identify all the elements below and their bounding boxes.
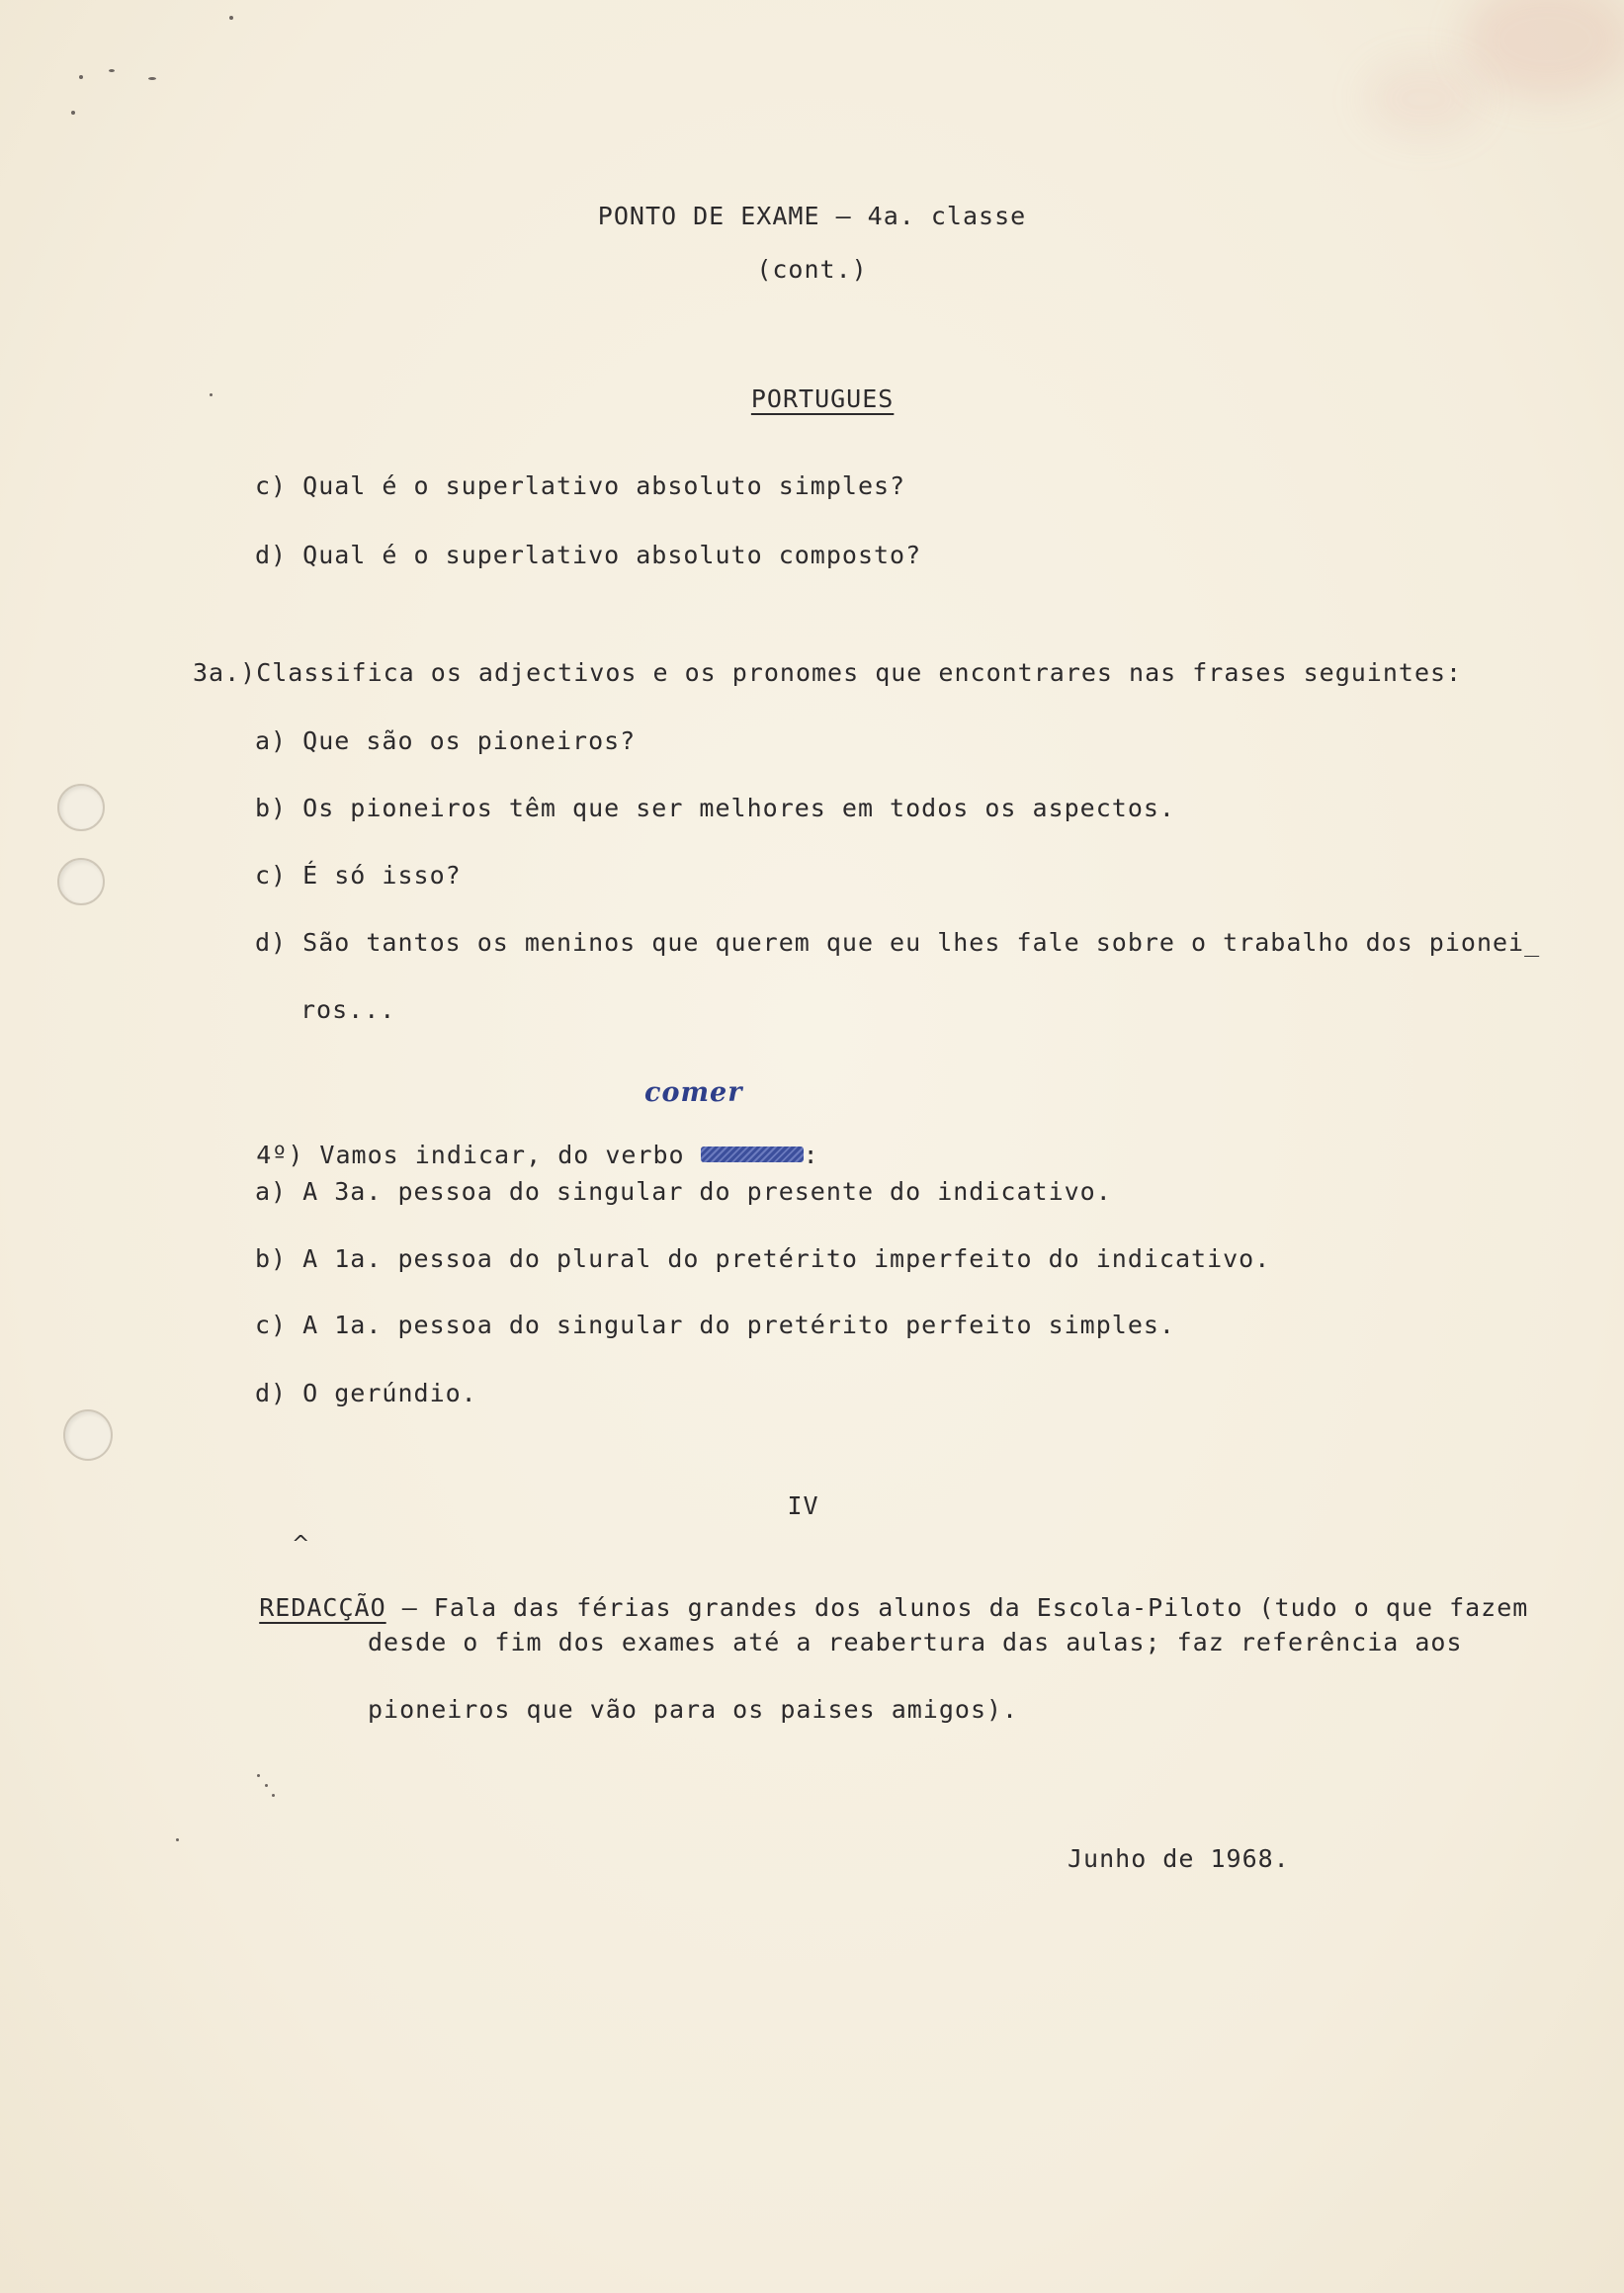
punch-hole: [57, 858, 105, 905]
exam-subtitle: (cont.): [756, 255, 868, 284]
section-heading: [0, 352, 1581, 447]
speck: [71, 111, 75, 115]
speck: [257, 1774, 260, 1777]
crossed-out-word: [701, 1146, 804, 1162]
exam-date: Junho de 1968.: [1068, 1844, 1290, 1873]
speck: [176, 1838, 179, 1841]
stain: [1364, 59, 1483, 138]
question-4d: d) O gerúndio.: [255, 1379, 477, 1407]
question-4-prompt-start: 4º) Vamos indicar, do verbo: [256, 1141, 701, 1169]
question-3-prompt: 3a.)Classifica os adjectivos e os pronomes que encontrares nas frases seguintes:: [193, 658, 1463, 687]
speck: [109, 69, 115, 72]
question-3d-continuation: ros...: [300, 995, 396, 1024]
composition-label: REDACÇÃO: [259, 1593, 386, 1622]
question-3c: c) É só isso?: [255, 861, 462, 890]
question-4-prompt-end: :: [803, 1141, 819, 1169]
composition-line-2: desde o fim dos exames até a reabertura das aulas; faz referência aos: [368, 1628, 1463, 1656]
composition-line-3: pioneiros que vão para os paises amigos).: [368, 1695, 1019, 1724]
question-3d: d) São tantos os meninos que querem que eu lhes fale sobre o trabalho dos pionei_: [255, 928, 1541, 957]
section-iv-numeral: IV: [787, 1491, 819, 1520]
question-4c: c) A 1a. pessoa do singular do pretérito perfeito simples.: [255, 1311, 1175, 1339]
speck: [229, 16, 233, 20]
caret-mark: ^: [292, 1532, 310, 1557]
exam-title: PONTO DE EXAME – 4a. classe: [597, 202, 1027, 230]
question-3a: a) Que são os pioneiros?: [255, 726, 637, 755]
question-4a: a) A 3a. pessoa do singular do presente do indicativo.: [255, 1177, 1112, 1206]
speck: [148, 77, 156, 80]
question-4b: b) A 1a. pessoa do plural do pretérito imperfeito do indicativo.: [255, 1244, 1271, 1273]
speck: [79, 75, 83, 79]
stain: [1463, 0, 1624, 99]
section-heading-text: PORTUGUES: [750, 384, 895, 413]
punch-hole: [63, 1409, 113, 1461]
question-3b: b) Os pioneiros têm que ser melhores em todos os aspectos.: [255, 794, 1175, 822]
speck: [272, 1794, 275, 1797]
question-2c: c) Qual é o superlativo absoluto simples?: [255, 471, 906, 500]
composition-text-1: Fala das férias grandes dos alunos da Escola-Piloto (tudo o que fazem: [433, 1593, 1529, 1622]
handwritten-correction: comer: [644, 1077, 743, 1108]
punch-hole: [57, 784, 105, 831]
question-2d: d) Qual é o superlativo absoluto composto?: [255, 541, 922, 569]
speck: [265, 1784, 268, 1787]
composition-dash: –: [385, 1593, 434, 1622]
